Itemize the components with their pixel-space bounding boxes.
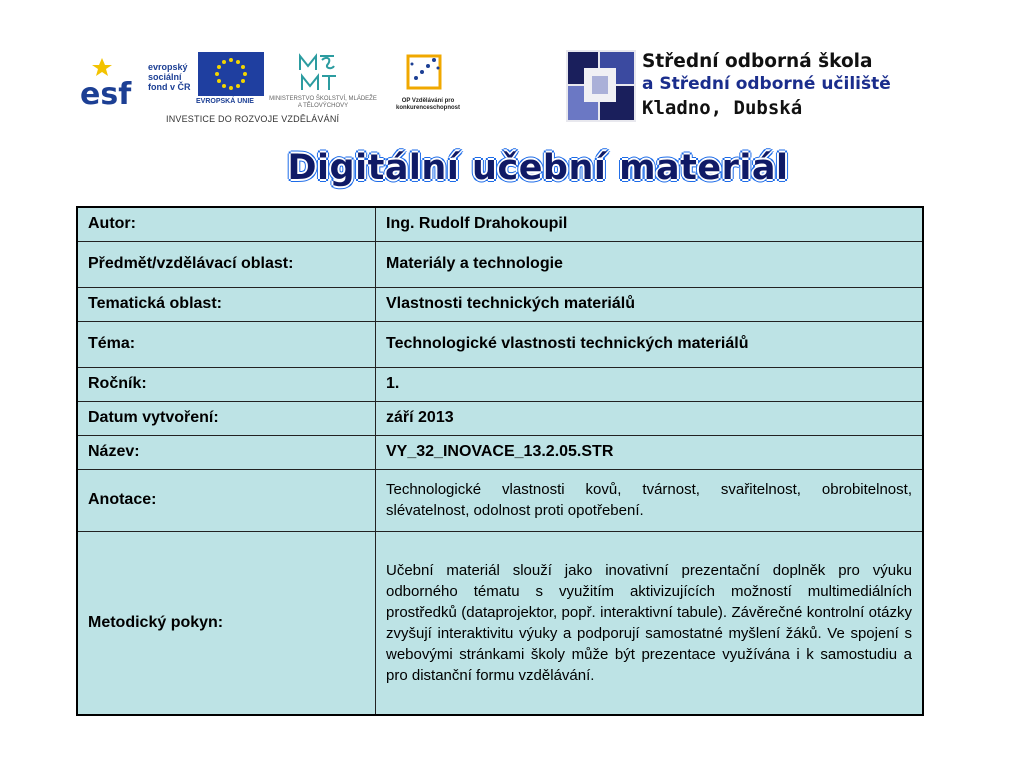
school-line: Kladno, Dubská xyxy=(642,97,803,119)
eu-flag-icon xyxy=(198,52,264,96)
table-row xyxy=(77,367,923,401)
row-label: Předmět/vzdělávací oblast: xyxy=(77,241,376,287)
row-value: VY_32_INOVACE_13.2.05.STR xyxy=(376,435,924,469)
table-row xyxy=(77,321,923,367)
school-line: a Střední odborné učiliště xyxy=(642,74,891,94)
op-logo-icon xyxy=(402,52,448,96)
row-label: Metodický pokyn: xyxy=(77,531,376,715)
esf-caption xyxy=(148,62,191,92)
row-value: Učební materiál slouží jako inovativní prezentační doplněk pro výuku odborného tématu s využitím aktivizujících možností multimediálních prostředků (dataprojektor, popř. interaktivní tabule). Závěrečné kontrolní otázky zvyšují interaktivitu výuky a podporují samostatné myšlení žáků. Ve spojení s webovými stránkami školy může být prezentace využívána i k samostudiu a pro distanční formu vzdělávání. xyxy=(376,531,924,715)
table-row xyxy=(77,435,923,469)
row-label: Název: xyxy=(77,435,376,469)
msmt-logo-icon xyxy=(296,52,340,94)
row-value: Ing. Rudolf Drahokoupil xyxy=(376,207,924,241)
esf-line: fond v ČR xyxy=(148,82,191,92)
row-value: Technologické vlastnosti technických materiálů xyxy=(376,321,924,367)
school-logo xyxy=(566,50,924,122)
table-row xyxy=(77,401,923,435)
row-label: Datum vytvoření: xyxy=(77,401,376,435)
row-value: Materiály a technologie xyxy=(376,241,924,287)
table-row xyxy=(77,241,923,287)
op-caption: OP Vzdělávání pro konkurenceschopnost xyxy=(395,98,460,111)
invest-caption: INVESTICE DO ROZVOJE VZDĚLÁVÁNÍ xyxy=(166,114,340,124)
page-title: Digitální učební materiál xyxy=(287,148,789,188)
school-line: Střední odborná škola xyxy=(642,51,873,72)
row-value: září 2013 xyxy=(376,401,924,435)
table-row xyxy=(77,469,923,531)
table-row xyxy=(77,287,923,321)
svg-text:esf: esf xyxy=(80,77,132,108)
esf-line: evropský xyxy=(148,62,188,72)
msmt-caption: MINISTERSTVO ŠKOLSTVÍ, MLÁDEŽE A TĚLOVÝCHOVY xyxy=(269,96,377,109)
row-label: Anotace: xyxy=(77,469,376,531)
esf-logo-icon xyxy=(78,54,136,108)
row-label: Autor: xyxy=(77,207,376,241)
table-row xyxy=(77,207,923,241)
school-emblem-icon xyxy=(566,50,636,122)
row-label: Tematická oblast: xyxy=(77,287,376,321)
table-row xyxy=(77,531,923,715)
row-value: Technologické vlastnosti kovů, tvárnost, svařitelnost, obrobitelnost, slévatelnost, odolnost proti opotřebení. xyxy=(376,469,924,531)
row-value: 1. xyxy=(376,367,924,401)
esf-line: sociální xyxy=(148,72,182,82)
row-label: Téma: xyxy=(77,321,376,367)
row-label: Ročník: xyxy=(77,367,376,401)
eu-caption: EVROPSKÁ UNIE xyxy=(196,98,254,105)
sponsor-logo-strip xyxy=(68,48,474,128)
info-table xyxy=(76,206,924,716)
school-name xyxy=(642,50,926,121)
row-value: Vlastnosti technických materiálů xyxy=(376,287,924,321)
